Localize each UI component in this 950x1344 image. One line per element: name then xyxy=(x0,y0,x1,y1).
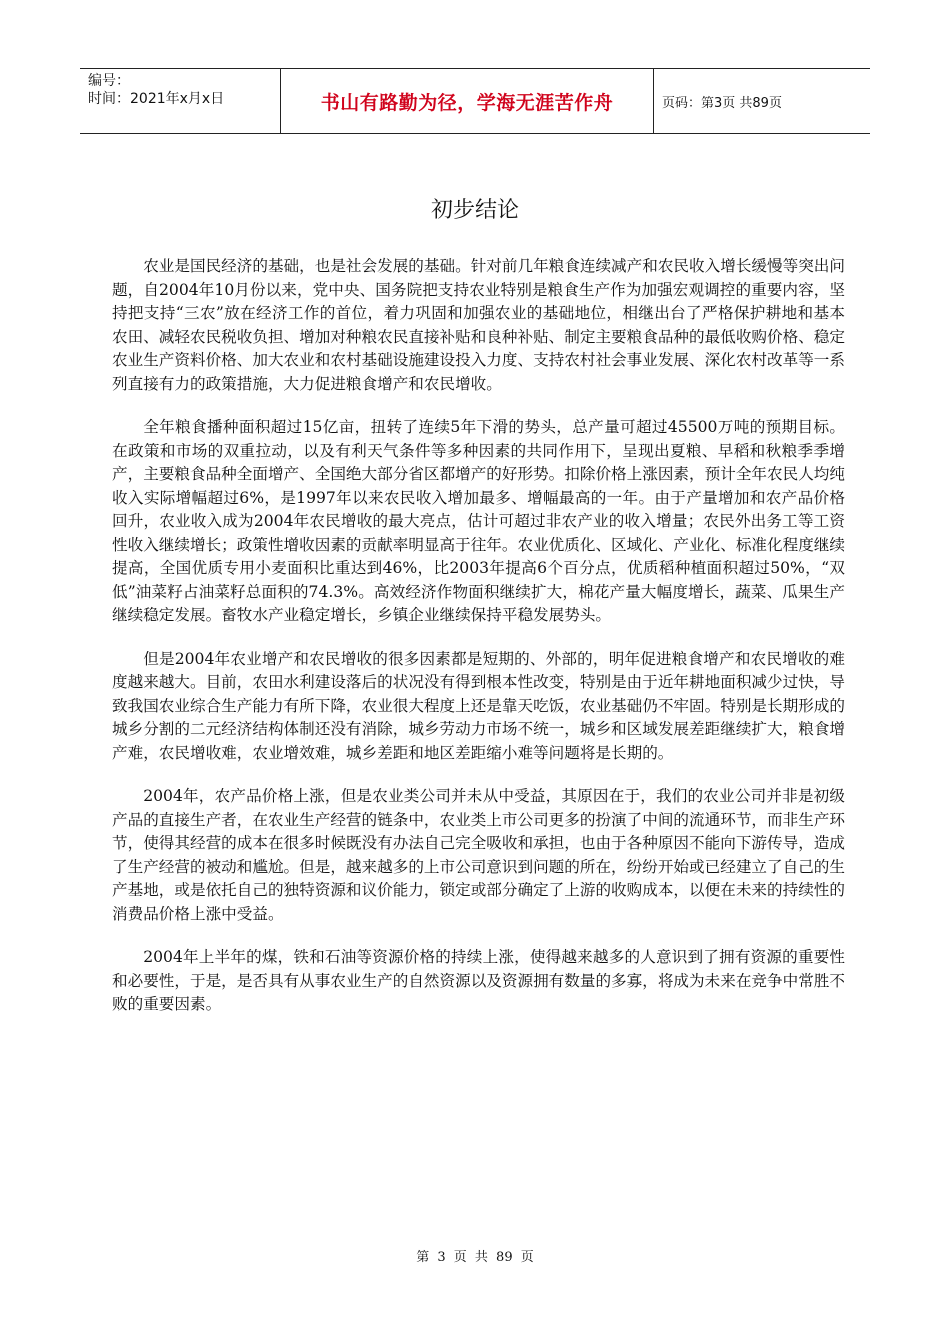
header-meta xyxy=(80,69,280,133)
paragraph: 农业是国民经济的基础，也是社会发展的基础。针对前几年粮食连续减产和农民收入增长缓慢等突出问题，自2004年10月份以来，党中央、国务院把支持农业特别是粮食生产作为加强宏观调控的重要内容，坚持把支持“三农”放在经济工作的首位，着力巩固和加强农业的基础地位，相继出台了严格保护耕地和基本农田、减轻农民税收负担、增加对种粮农民直接补贴和良种补贴、制定主要粮食品种的最低收购价格、稳定农业生产资料价格、加大农业和农村基础设施建设投入力度、支持农村社会事业发展、深化农村改革等一系列直接有力的政策措施，大力促进粮食增产和农民增收。 xyxy=(112,257,845,393)
document-body xyxy=(112,255,845,1037)
footer-page-number: 第 3 页 共 89 页 xyxy=(416,1250,534,1265)
page-title: 初步结论 xyxy=(430,198,519,223)
paragraph: 但是2004年农业增产和农民增收的很多因素都是短期的、外部的，明年促进粮食增产和农民增收的难度越来越大。目前，农田水利建设落后的状况没有得到根本性改变，特别是由于近年耕地面积减少过快，导致我国农业综合生产能力有所下降，农业很大程度上还是靠天吃饭，农业基础仍不牢固。特别是长期形成的城乡分割的二元经济结构体制还没有消除，城乡劳动力市场不统一，城乡和区域发展差距继续扩大，粮食增产难，农民增收难，农业增效难，城乡差距和地区差距缩小难等问题将是长期的。 xyxy=(112,649,845,762)
document-number-label: 编号： xyxy=(88,73,130,89)
header-page-cell xyxy=(654,69,870,133)
paragraph: 2004年上半年的煤，铁和石油等资源价格的持续上涨，使得越来越多的人意识到了拥有资源的重要性和必要性，于是，是否具有从事农业生产的自然资源以及资源拥有数量的多寡，将成为未来在竞争中常胜不败的重要因素。 xyxy=(112,948,845,1013)
header-motto-cell xyxy=(280,69,654,133)
header-page-info: 页码：第3页 共89页 xyxy=(662,95,782,111)
paragraph: 2004年，农产品价格上涨，但是农业类公司并未从中受益，其原因在于，我们的农业公司并非是初级产品的直接生产者，在农业生产经营的链条中，农业类上市公司更多的扮演了中间的流通环节，而非生产环节，使得其经营的成本在很多时候既没有办法自己完全吸收和承担，也由于各种原因不能向下游传导，造成了生产经营的被动和尴尬。但是，越来越多的上市公司意识到问题的所在，纷纷开始或已经建立了自己的生产基地，或是依托自己的独特资源和议价能力，锁定或部分确定了上游的收购成本，以便在未来的持续性的消费品价格上涨中受益。 xyxy=(112,787,845,923)
header-table xyxy=(80,68,870,134)
document-date-label: 时间：2021年x月x日 xyxy=(88,91,225,107)
paragraph: 全年粮食播种面积超过15亿亩，扭转了连续5年下滑的势头，总产量可超过45500万吨的预期目标。在政策和市场的双重拉动，以及有利天气条件等多种因素的共同作用下，呈现出夏粮、早稻和秋粮季季增产，主要粮食品种全面增产、全国绝大部分省区都增产的好形势。扣除价格上涨因素，预计全年农民人均纯收入实际增幅超过6%，是1997年以来农民收入增加最多、增幅最高的一年。由于产量增加和农产品价格回升，农业收入成为2004年农民增收的最大亮点，估计可超过非农产业的收入增量；农民外出务工等工资性收入继续增长；政策性增收因素的贡献率明显高于往年。农业优质化、区域化、产业化、标准化程度继续提高，全国优质专用小麦面积比重达到46%，比2003年提高6个百分点，优质稻种植面积超过50%，“双低”油菜籽占油菜籽总面积的74.3%。高效经济作物面积继续扩大，棉花产量大幅度增长，蔬菜、瓜果生产继续稳定发展。畜牧水产业稳定增长，乡镇企业继续保持平稳发展势头。 xyxy=(112,418,845,624)
motto-text: 书山有路勤为径，学海无涯苦作舟 xyxy=(320,91,614,114)
